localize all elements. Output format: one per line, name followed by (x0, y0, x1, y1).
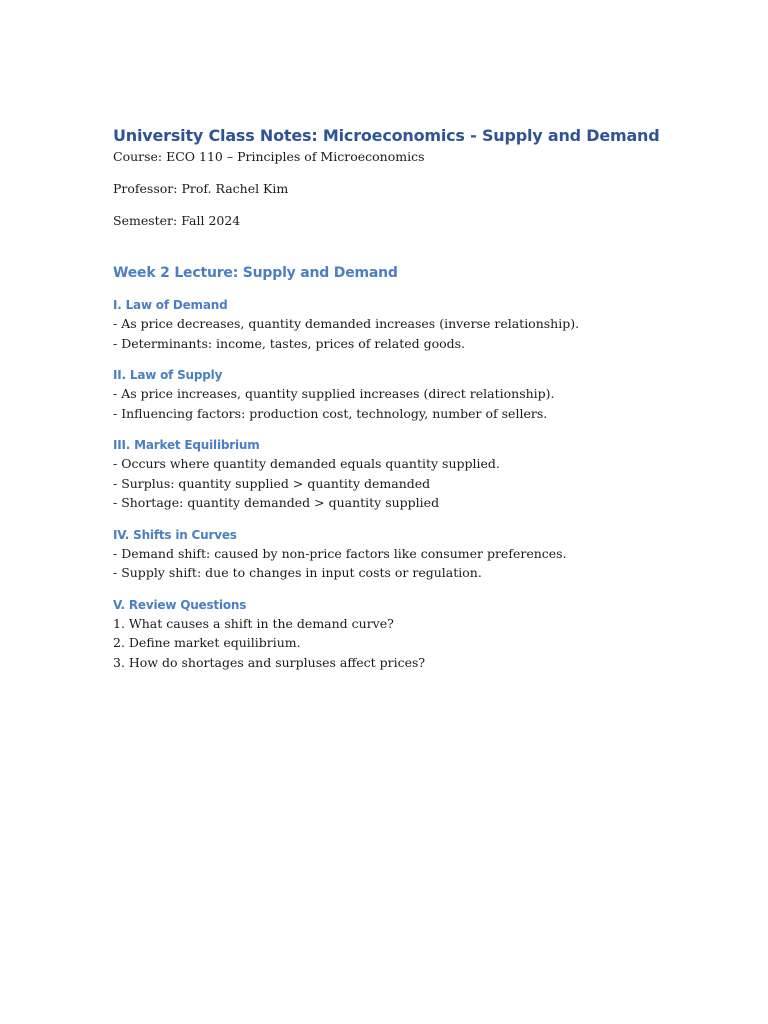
section-line: - As price decreases, quantity demanded increases (inverse relationship). (113, 316, 580, 331)
section-law-of-demand (113, 296, 713, 353)
section-line: 1. What causes a shift in the demand curve? (113, 615, 394, 631)
professor-info: Professor: Prof. Rachel Kim (113, 181, 289, 196)
section-heading: II. Law of Supply (113, 368, 223, 382)
section-line: - Surplus: quantity supplied > quantity demanded (113, 475, 431, 491)
section-market-equilibrium (113, 436, 713, 513)
document-title: University Class Notes: Microeconomics - Supply and Demand (113, 126, 660, 145)
course-info: Course: ECO 110 – Principles of Microeconomics (113, 149, 425, 164)
section-law-of-supply (113, 366, 713, 423)
section-heading: III. Market Equilibrium (113, 438, 260, 452)
section-heading: IV. Shifts in Curves (113, 527, 237, 542)
section-line: - Determinants: income, tastes, prices of related goods. (113, 335, 466, 351)
semester-info: Semester: Fall 2024 (113, 213, 241, 228)
document-body (113, 124, 713, 672)
section-line: - Occurs where quantity demanded equals quantity supplied. (113, 456, 500, 471)
section-line: - Shortage: quantity demanded > quantity supplied (113, 495, 440, 510)
section-line: - Demand shift: caused by non-price factors like consumer preferences. (113, 545, 567, 561)
section-shifts-in-curves (113, 526, 713, 583)
section-heading: I. Law of Demand (113, 298, 228, 312)
section-heading: V. Review Questions (113, 597, 247, 612)
section-line: - Supply shift: due to changes in input costs or regulation. (113, 565, 482, 580)
section-line: - As price increases, quantity supplied increases (direct relationship). (113, 386, 555, 401)
week-heading: Week 2 Lecture: Supply and Demand (113, 265, 398, 281)
section-review-questions (113, 596, 713, 673)
section-line: - Influencing factors: production cost, technology, number of sellers. (113, 405, 548, 421)
section-line: 3. How do shortages and surpluses affect prices? (113, 654, 426, 670)
section-line: 2. Define market equilibrium. (113, 635, 301, 650)
